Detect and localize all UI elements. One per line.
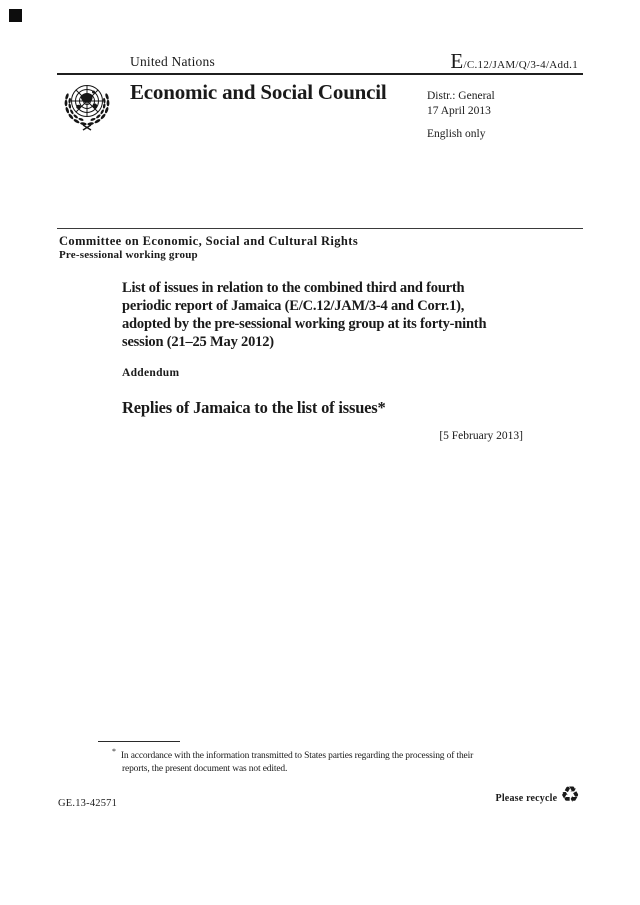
council-title: Economic and Social Council xyxy=(130,80,387,104)
received-date: [5 February 2013] xyxy=(439,430,523,442)
language-line: English only xyxy=(427,128,486,140)
date-line: 17 April 2013 xyxy=(427,104,491,117)
un-emblem-icon xyxy=(60,79,115,137)
please-recycle-label: Please recycle xyxy=(495,793,558,804)
document-title-line: List of issues in relation to the combined third and fourth xyxy=(122,280,465,296)
document-title xyxy=(122,279,486,351)
recycle-icon: ♻ xyxy=(560,783,580,808)
section-rule xyxy=(57,228,583,229)
doc-symbol-series: E xyxy=(450,49,464,73)
addendum-label: Addendum xyxy=(122,367,180,379)
footnote-rule xyxy=(98,741,180,742)
doc-symbol-number: /C.12/JAM/Q/3-4/Add.1 xyxy=(463,59,578,71)
recycle-note xyxy=(496,785,580,807)
footnote-marker: * xyxy=(112,747,116,756)
replies-title: Replies of Jamaica to the list of issues* xyxy=(122,398,386,417)
corner-registration-mark xyxy=(9,9,22,22)
document-title-line: adopted by the pre-sessional working group at its forty-ninth xyxy=(122,316,487,332)
footnote-line: reports, the present document was not edited. xyxy=(122,764,288,775)
doc-symbol xyxy=(450,49,578,74)
footnote-line xyxy=(112,745,473,763)
document-title-line: periodic report of Jamaica (E/C.12/JAM/3-4 and Corr.1), xyxy=(122,298,465,314)
footnote xyxy=(112,745,473,776)
header-rule xyxy=(57,73,583,75)
distr-line: Distr.: General xyxy=(427,90,495,102)
document-title-line: session (21–25 May 2012) xyxy=(122,334,274,350)
footnote-text: In accordance with the information transmitted to States parties regarding the processing of their xyxy=(120,751,474,762)
job-number: GE.13-42571 xyxy=(58,798,118,809)
distribution-block xyxy=(427,89,495,142)
org-name: United Nations xyxy=(130,54,215,69)
working-group-label: Pre-sessional working group xyxy=(59,249,198,261)
committee-name: Committee on Economic, Social and Cultural Rights xyxy=(59,234,359,248)
